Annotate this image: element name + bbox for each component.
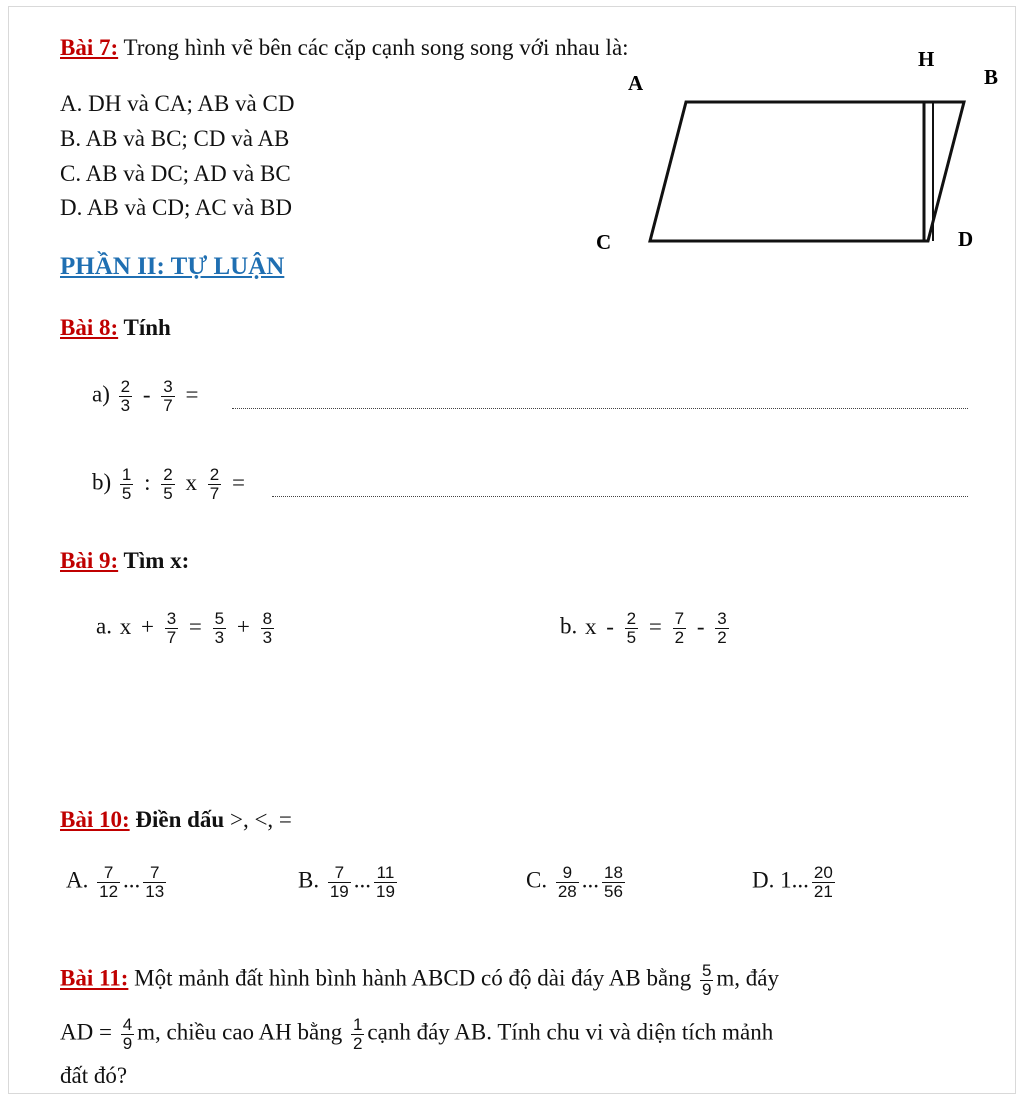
bai7-option-d: D. AB và CD; AC và BD <box>60 195 292 220</box>
bai11-text: cạnh đáy AB. Tính chu vi và diện tích mảnh <box>367 1019 774 1045</box>
fraction: $\frac{2}{3}$ <box>120 377 131 415</box>
answer-line-a <box>232 408 968 409</box>
bai10-text: Điền dấu <box>129 807 225 832</box>
fraction: $\frac{3}{2}$ <box>717 609 727 647</box>
bai11-line1 <box>60 962 779 999</box>
item-prefix: D. 1 <box>752 867 792 893</box>
fraction: $\frac{3}{7}$ <box>166 609 177 647</box>
fraction: $\frac{5}{3}$ <box>214 609 225 647</box>
variable-x: x <box>585 613 597 639</box>
fraction: $\frac{1}{2}$ <box>352 1015 363 1053</box>
label-a: A <box>628 71 644 95</box>
fraction: $\frac{8}{3}$ <box>262 609 273 647</box>
operator: x <box>185 469 197 495</box>
fraction: $\frac{1}{5}$ <box>121 465 132 503</box>
dots: ... <box>791 867 809 893</box>
answer-line-b <box>272 496 968 497</box>
fraction: $\frac{7}{2}$ <box>674 609 685 647</box>
bai8-title <box>60 316 171 339</box>
label-h: H <box>918 47 935 71</box>
bai8-text: Tính <box>118 315 171 340</box>
bai10-item-c <box>526 864 628 901</box>
bai7-option-c: C. AB và DC; AD và BC <box>60 161 291 186</box>
bai8-b <box>92 466 247 503</box>
item-prefix: A. <box>66 867 89 893</box>
bai10-item-d <box>752 864 838 901</box>
operator: - <box>696 613 705 639</box>
bai8-a-prefix: a) <box>92 381 110 407</box>
fraction: $\frac{3}{7}$ <box>163 377 173 415</box>
bai10-item-a <box>66 864 169 901</box>
bai9-label: Bài 9: <box>60 548 119 573</box>
bai11-text: Một mảnh đất hình bình hành ABCD có độ dài đáy AB bằng <box>128 965 692 991</box>
bai11-text: m, chiều cao AH bằng <box>137 1019 343 1045</box>
bai8-label: Bài 8: <box>60 315 119 340</box>
dots: ... <box>581 867 600 893</box>
bai7-option-a: A. DH và CA; AB và CD <box>60 91 295 116</box>
bai9-a-prefix: a. <box>96 613 112 639</box>
operator: + <box>140 613 154 639</box>
fraction: $\frac{9}{28}$ <box>557 863 577 901</box>
label-c: C <box>596 230 612 254</box>
bai9-b <box>560 610 732 647</box>
fraction: $\frac{2}{5}$ <box>163 465 173 503</box>
fraction: $\frac{4}{9}$ <box>122 1015 133 1053</box>
fraction: $\frac{5}{9}$ <box>701 961 712 999</box>
dots: ... <box>353 867 372 893</box>
bai9-text: Tìm x: <box>118 548 190 573</box>
fraction: $\frac{7}{19}$ <box>329 863 349 901</box>
fraction: $\frac{2}{5}$ <box>626 609 637 647</box>
bai11-text: m, đáy <box>716 965 780 991</box>
fraction: $\frac{20}{21}$ <box>813 863 833 901</box>
equals: = <box>648 613 662 639</box>
operator: - <box>606 613 614 639</box>
bai11-text: AD = <box>60 1019 112 1045</box>
bai10-item-b <box>298 864 400 901</box>
equals: = <box>185 381 199 407</box>
label-d: D <box>958 227 974 251</box>
equals: = <box>188 613 202 639</box>
fraction: $\frac{7}{13}$ <box>145 863 165 901</box>
bai11-line3: đất đó? <box>60 1063 128 1088</box>
operator: : <box>144 469 151 495</box>
fraction: $\frac{7}{12}$ <box>99 863 119 901</box>
bai7-text: Trong hình vẽ bên các cặp cạnh song song với nhau là: <box>118 35 629 60</box>
bai11-label: Bài 11: <box>60 965 129 991</box>
bai10-title <box>60 808 292 831</box>
bai9-a <box>96 610 277 647</box>
bai7-label: Bài 7: <box>60 35 119 60</box>
operator: + <box>236 613 250 639</box>
equals: = <box>231 469 245 495</box>
variable-x: x <box>119 613 132 639</box>
fraction: $\frac{2}{7}$ <box>209 465 220 503</box>
fraction: $\frac{18}{56}$ <box>604 863 623 901</box>
item-prefix: C. <box>526 867 548 893</box>
dots: ... <box>123 867 141 893</box>
bai9-title <box>60 549 189 572</box>
parallelogram-abdc <box>650 102 964 241</box>
label-b: B <box>984 65 999 89</box>
operator: - <box>142 381 151 407</box>
bai9-b-prefix: b. <box>560 613 578 639</box>
bai10-signs: >, <, = <box>224 807 292 832</box>
section-title: PHẦN II: TỰ LUẬN <box>60 253 285 280</box>
item-prefix: B. <box>298 867 320 893</box>
bai10-label: Bài 10: <box>60 807 130 832</box>
fraction: $\frac{11}{19}$ <box>376 863 395 901</box>
bai8-b-prefix: b) <box>92 469 112 495</box>
bai11-line2 <box>60 1016 773 1053</box>
bai8-a <box>92 378 200 415</box>
bai7-option-b: B. AB và BC; CD và AB <box>60 126 290 151</box>
